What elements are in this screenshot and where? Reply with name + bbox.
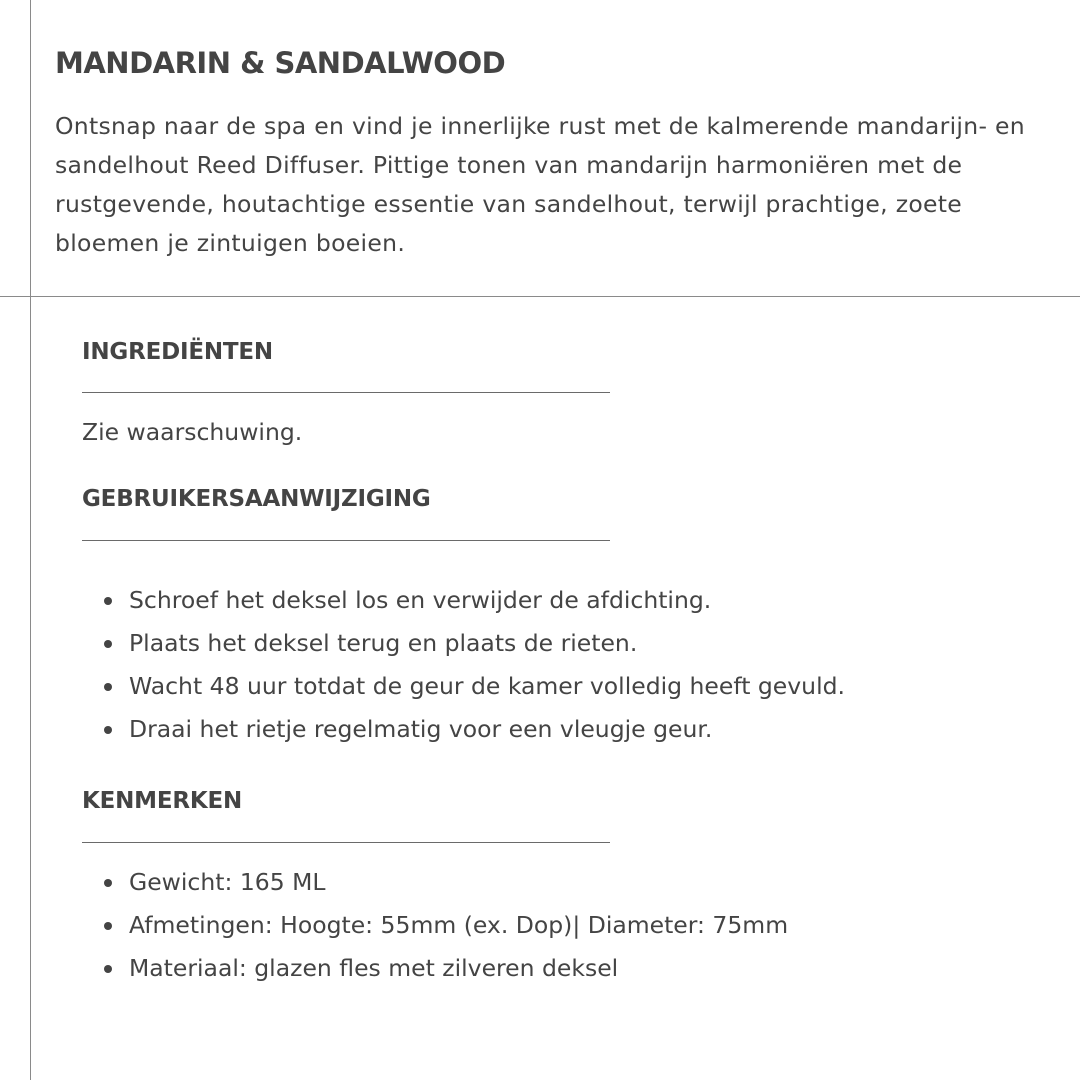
features-rule bbox=[82, 842, 610, 843]
usage-heading: GEBRUIKERSAANWIJZIGING bbox=[82, 486, 431, 512]
product-description: Ontsnap naar de spa en vind je innerlijke rust met de kalmerende mandarijn- en sandelhout Reed Diffuser. Pittige tonen van mandarijn harmoniëren met de rustgevende, houtachtige essentie van sandelhout, terwijl prachtige, zoete bloemen je zintuigen boeien. bbox=[55, 112, 1025, 257]
usage-list bbox=[82, 579, 845, 751]
list-item: Wacht 48 uur totdat de geur de kamer volledig heeft gevuld. bbox=[82, 665, 845, 708]
product-title: MANDARIN & SANDALWOOD bbox=[55, 46, 506, 80]
ingredients-rule bbox=[82, 392, 610, 393]
features-heading: KENMERKEN bbox=[82, 788, 243, 814]
list-item: Materiaal: glazen fles met zilveren deksel bbox=[82, 947, 788, 990]
vertical-divider bbox=[30, 0, 31, 1080]
usage-rule bbox=[82, 540, 610, 541]
ingredients-heading: INGREDIËNTEN bbox=[82, 339, 273, 365]
horizontal-divider bbox=[0, 296, 1080, 297]
list-item: Schroef het deksel los en verwijder de afdichting. bbox=[82, 579, 845, 622]
features-list bbox=[82, 861, 788, 990]
ingredients-text: Zie waarschuwing. bbox=[82, 418, 303, 446]
list-item: Afmetingen: Hoogte: 55mm (ex. Dop)| Diameter: 75mm bbox=[82, 904, 788, 947]
list-item: Plaats het deksel terug en plaats de rieten. bbox=[82, 622, 845, 665]
list-item: Draai het rietje regelmatig voor een vleugje geur. bbox=[82, 708, 845, 751]
list-item: Gewicht: 165 ML bbox=[82, 861, 788, 904]
